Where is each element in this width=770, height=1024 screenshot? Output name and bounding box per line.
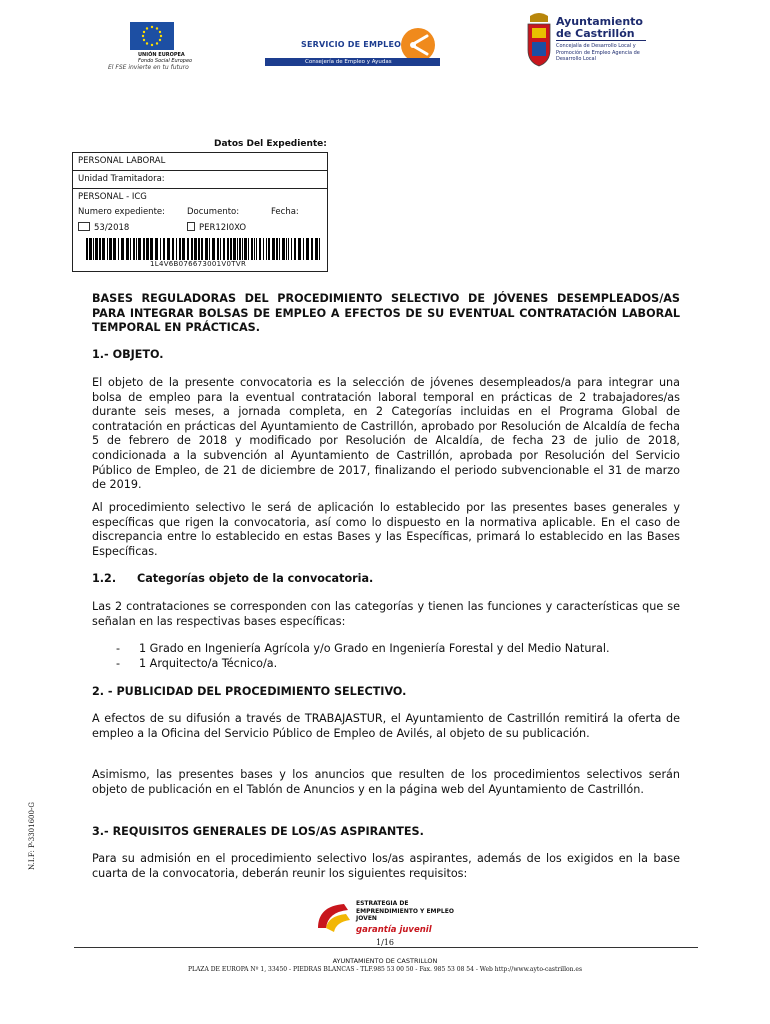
eu-flag-icon xyxy=(130,22,174,50)
expediente-type: PERSONAL LABORAL xyxy=(78,156,166,166)
paragraph: Para su admisión en el procedimiento selectivo los/as aspirantes, además de los exigidos en la base cuarta de la convocatoria, deberán reunir los siguientes requisitos: xyxy=(92,852,680,880)
document-icon xyxy=(187,222,195,231)
paragraph: Las 2 contrataciones se corresponden con las categorías y tienen las funciones y características que se señalan en las respectivas bases específicas: xyxy=(92,600,680,628)
eu-slogan: El FSE invierte en tu futuro xyxy=(108,64,189,71)
numero-field xyxy=(78,222,129,233)
garantia-juvenil-mark-icon xyxy=(314,898,354,936)
numero-label: Numero expediente: xyxy=(78,207,166,217)
document-title: BASES REGULADORAS DEL PROCEDIMIENTO SELECTIVO DE JÓVENES DESEMPLEADOS/AS PARA INTEGRAR BOLSAS DE EMPLEO A EFECTOS DE SU EVENTUAL CONTRATACIÓN LABORAL TEMPORAL EN PRÁCTICAS. xyxy=(92,292,680,335)
footer-address: PLAZA DE EUROPA Nº 1, 33450 - PIEDRAS BLANCAS - TLF.985 53 00 50 - Fax. 985 53 08 54 - Web http://www.ayto-castrillon.es xyxy=(187,966,583,973)
list-item-text: 1 Grado en Ingeniería Agrícola y/o Grado en Ingeniería Forestal y del Medio Natural. xyxy=(139,642,610,655)
sepe-logo xyxy=(265,22,440,68)
ayuntamiento-department: Concejalía de Desarrollo Local y Promoción de Empleo Agencia de Desarrollo Local xyxy=(556,43,640,62)
divider xyxy=(556,40,646,41)
section-heading: 2. - PUBLICIDAD DEL PROCEDIMIENTO SELECTIVO. xyxy=(92,685,407,698)
eu-logo xyxy=(108,22,198,74)
section-heading: 1.- OBJETO. xyxy=(92,348,164,361)
expediente-title: Datos Del Expediente: xyxy=(214,139,327,149)
sepe-bar xyxy=(265,58,440,66)
list-dash: - xyxy=(116,642,121,655)
sepe-bar-text: Consejería de Empleo y Ayudas xyxy=(305,59,392,65)
numero-value: 53/2018 xyxy=(94,223,130,233)
folder-icon xyxy=(78,222,90,231)
subsection-title: Categorías objeto de la convocatoria. xyxy=(137,572,374,585)
ayuntamiento-name xyxy=(556,16,643,40)
footer-org: AYUNTAMIENTO DE CASTRILLON xyxy=(332,957,438,965)
sepe-mark-icon xyxy=(401,28,435,62)
garantia-juvenil-logo xyxy=(314,898,464,938)
documento-label: Documento: xyxy=(187,207,240,217)
sepe-name: SERVICIO DE EMPLEO xyxy=(301,40,402,49)
garantia-juvenil-label: garantía juvenil xyxy=(356,925,432,935)
list-dash: - xyxy=(116,657,121,670)
unidad-label: Unidad Tramitadora: xyxy=(78,174,165,184)
section-heading: 3.- REQUISITOS GENERALES DE LOS/AS ASPIRANTES. xyxy=(92,825,424,838)
coat-of-arms-icon xyxy=(526,12,552,68)
unidad-value: PERSONAL - ICG xyxy=(78,192,147,202)
expediente-row xyxy=(73,171,327,189)
ayuntamiento-name-line2: de Castrillón xyxy=(556,27,635,40)
garantia-juvenil-text: ESTRATEGIA DE EMPRENDIMIENTO Y EMPLEO JOVEN xyxy=(356,900,454,922)
fecha-label: Fecha: xyxy=(271,207,299,217)
barcode-text: 1L4V6B076673001V0TVR xyxy=(150,260,247,268)
documento-value: PER12I0XO xyxy=(199,223,247,233)
paragraph: Asimismo, las presentes bases y los anuncios que resulten de los procedimientos selectivos serán objeto de publicación en el Tablón de Anuncios y en la página web del Ayuntamiento de Castrillón. xyxy=(92,768,680,796)
ayuntamiento-logo xyxy=(526,12,656,70)
paragraph: A efectos de su difusión a través de TRABAJASTUR, el Ayuntamiento de Castrillón remitirá la oferta de empleo a la Oficina del Servicio Público de Empleo de Avilés, al objeto de su publicación. xyxy=(92,712,680,740)
expediente-row xyxy=(73,189,327,206)
paragraph: Al procedimiento selectivo le será de aplicación lo establecido por las presentes bases generales y específicas que rigen la convocatoria, así como lo dispuesto en la normativa aplicable. En el caso de discrepancia entre lo establecido en estas Bases y las Específicas, primará lo establecido en las Bases Específicas. xyxy=(92,501,680,558)
nif-side-text: N.I.F: P-3301600-G xyxy=(28,802,36,870)
page-number: 1/16 xyxy=(376,938,394,947)
barcode-icon xyxy=(86,238,322,260)
footer-divider xyxy=(74,947,698,948)
eu-fund-label: Fondo Social Europeo xyxy=(138,58,193,64)
eu-label: UNIÓN EUROPEA xyxy=(138,52,185,58)
paragraph: El objeto de la presente convocatoria es la selección de jóvenes desempleados/a para integrar una bolsa de empleo para la eventual contratación laboral temporal en prácticas de 2 trabajadores/as durante seis meses, a jornada completa, en 2 Categorías incluidas en el Programa Global de contratación en prácticas del Ayuntamiento de Castrillón, aprobado por Resolución de Alcaldía de fecha 5 de febrero de 2018 y modificado por Resolución de Alcaldía, de fecha 23 de julio de 2018, condicionada a la subvención al Ayuntamiento de Castrillón, aprobada por Resolución del Servicio Público de Empleo, de 21 de diciembre de 2017, finalizando el periodo subvencionable el 31 de marzo de 2019. xyxy=(92,376,680,492)
documento-field xyxy=(187,222,246,233)
expediente-row xyxy=(73,153,327,171)
ayuntamiento-name-line1: Ayuntamiento xyxy=(556,15,643,28)
subsection-number: 1.2. xyxy=(92,572,117,585)
list-item-text: 1 Arquitecto/a Técnico/a. xyxy=(139,657,278,670)
